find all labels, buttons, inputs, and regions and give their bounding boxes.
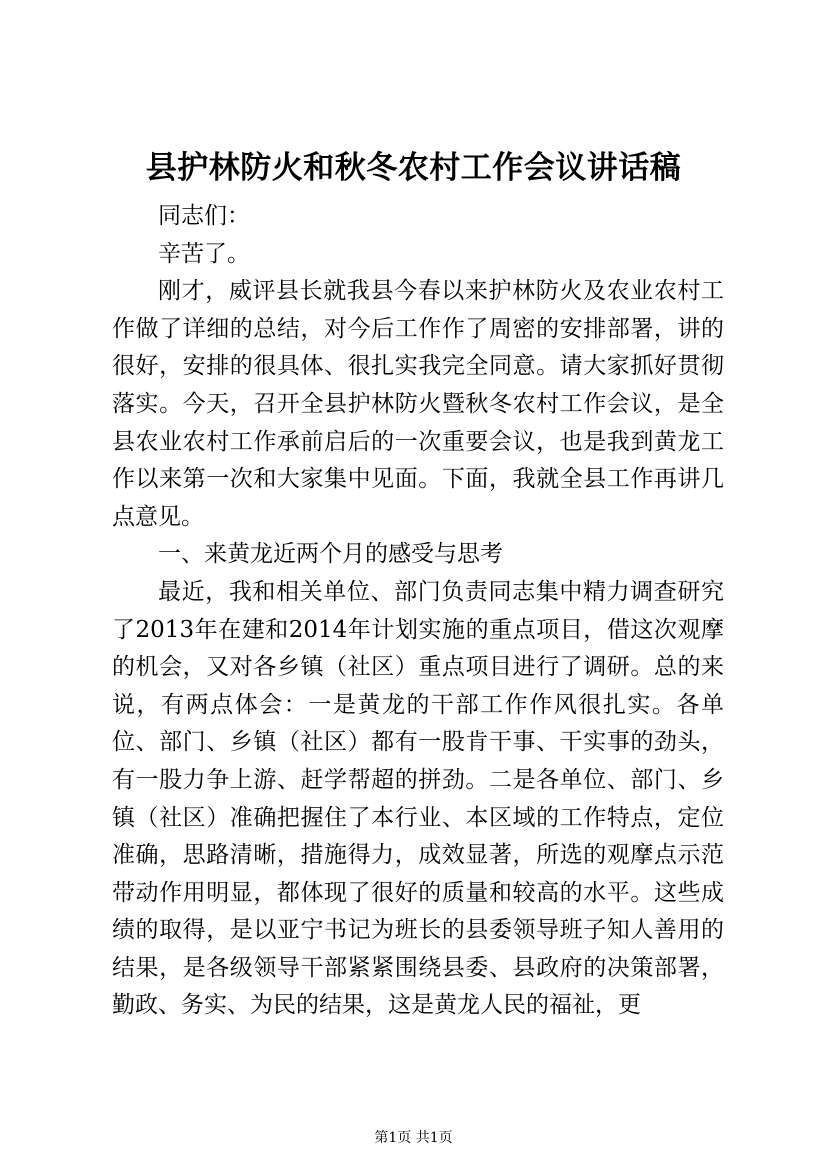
document-title: 县护林防火和秋冬农村工作会议讲话稿	[145, 150, 682, 186]
section-body-paragraph: 最近，我和相关单位、部门负责同志集中精力调查研究了2013年在建和2014年计划实施的重点项目，借这次观摩的机会，又对各乡镇（社区）重点项目进行了调研。总的来说，有两点体会：一是黄龙的干部工作作风很扎实。各单位、部门、乡镇（社区）都有一股肯干事、干实事的劲头，有一股力争上游、赶学帮超的拼劲。二是各单位、部门、乡镇（社区）准确把握住了本行业、本区域的工作特点，定位准确，思路清晰，措施得力，成效显著，所选的观摩点示范带动作用明显，都体现了很好的质量和较高的水平。这些成绩的取得，是以亚宁书记为班长的县委领导班子知人善用的结果，是各级领导干部紧紧围绕县委、县政府的决策部署，勤政、务实、为民的结果，这是黄龙人民的福祉，更	[112, 578, 724, 1019]
opening-paragraph: 刚才，威评县长就我县今春以来护林防火及农业农村工作做了详细的总结，对今后工作作了周密的安排部署，讲的很好，安排的很具体、很扎实我完全同意。请大家抓好贯彻落实。今天，召开全县护林防火暨秋冬农村工作会议，是全县农业农村工作承前启后的一次重要会议，也是我到黄龙工作以来第一次和大家集中见面。下面，我就全县工作再讲几点意见。	[112, 278, 724, 530]
salutation-paragraph: 同志们：	[158, 203, 250, 229]
page-number-footer: 第1页 共1页	[374, 1130, 453, 1146]
greeting-paragraph: 辛苦了。	[158, 240, 250, 267]
section-heading: 一、来黄龙近两个月的感受与思考	[158, 541, 503, 568]
document-body	[112, 198, 724, 1025]
